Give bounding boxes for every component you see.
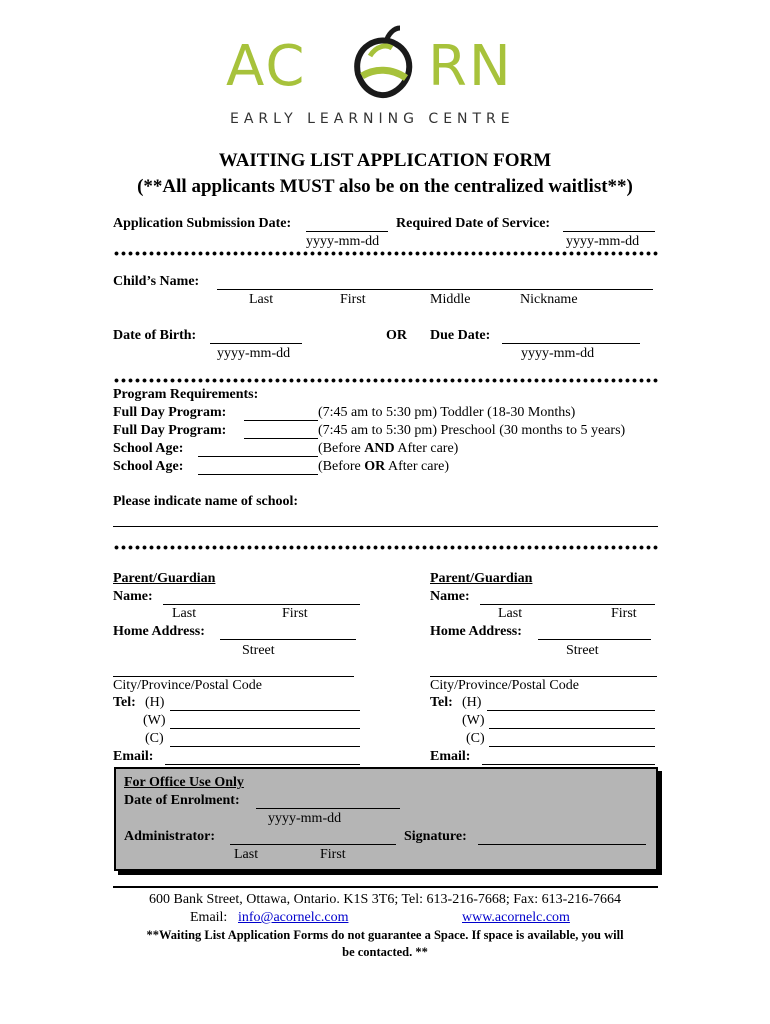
program-row-desc: (Before AND After care) bbox=[318, 441, 459, 456]
due-date-field[interactable] bbox=[502, 343, 640, 344]
program-row-field[interactable] bbox=[244, 438, 318, 439]
footer-website-link[interactable]: www.acornelc.com bbox=[462, 910, 570, 925]
city-hint: City/Province/Postal Code bbox=[430, 678, 579, 693]
program-row-field[interactable] bbox=[198, 474, 318, 475]
child-last-hint: Last bbox=[249, 292, 274, 307]
submission-date-label: Application Submission Date: bbox=[113, 216, 292, 231]
logo-subtitle: EARLY LEARNING CENTRE bbox=[230, 111, 515, 127]
tel-label: Tel: bbox=[113, 695, 136, 710]
footer-address: 600 Bank Street, Ottawa, Ontario. K1S 3T6; Tel: 613-216-7668; Fax: 613-216-7664 bbox=[149, 892, 621, 907]
footer-rule bbox=[113, 886, 658, 888]
footer-note-end: be contacted. ** bbox=[342, 945, 428, 959]
service-date-hint: yyyy-mm-dd bbox=[566, 234, 640, 249]
home-address-label: Home Address: bbox=[430, 624, 522, 639]
tel-label: Tel: bbox=[430, 695, 453, 710]
email-label: Email: bbox=[430, 749, 471, 764]
parent-heading: Parent/Guardian bbox=[430, 571, 533, 586]
child-first-hint: First bbox=[340, 292, 366, 307]
tel-work-field[interactable] bbox=[170, 728, 360, 729]
child-middle-hint: Middle bbox=[430, 292, 471, 307]
office-heading: For Office Use Only bbox=[124, 775, 244, 790]
enrolment-label: Date of Enrolment: bbox=[124, 793, 240, 808]
program-heading: Program Requirements: bbox=[113, 387, 259, 402]
logo-word-left: AC bbox=[226, 34, 307, 99]
enrolment-field[interactable] bbox=[256, 808, 400, 809]
parent-last-hint: Last bbox=[172, 606, 197, 621]
email-label: Email: bbox=[113, 749, 154, 764]
city-field[interactable] bbox=[113, 676, 354, 677]
dob-field[interactable] bbox=[210, 343, 302, 344]
footer-email-label: Email: bbox=[190, 910, 228, 925]
dotted-divider bbox=[113, 251, 658, 256]
due-date-hint: yyyy-mm-dd bbox=[521, 346, 595, 361]
street-hint: Street bbox=[242, 643, 275, 658]
admin-first-hint: First bbox=[320, 847, 346, 862]
signature-field[interactable] bbox=[478, 844, 646, 845]
parent-name-field[interactable] bbox=[480, 604, 655, 605]
dob-hint: yyyy-mm-dd bbox=[217, 346, 291, 361]
program-row-desc: (Before OR After care) bbox=[318, 459, 449, 474]
home-address-label: Home Address: bbox=[113, 624, 205, 639]
program-row-label: School Age: bbox=[113, 459, 184, 474]
home-address-field[interactable] bbox=[220, 639, 356, 640]
parent-first-hint: First bbox=[611, 606, 637, 621]
dotted-divider bbox=[113, 545, 658, 550]
child-name-field[interactable] bbox=[217, 289, 653, 290]
dob-label: Date of Birth: bbox=[113, 328, 197, 343]
email-field[interactable] bbox=[482, 764, 655, 765]
footer-note: **Waiting List Application Forms do not guarantee a Space. If space is available, you will bbox=[146, 928, 624, 942]
office-use-box bbox=[114, 767, 658, 871]
tel-home-label: (H) bbox=[145, 695, 165, 710]
tel-work-field[interactable] bbox=[489, 728, 655, 729]
program-row-label: Full Day Program: bbox=[113, 405, 227, 420]
tel-work-label: (W) bbox=[462, 713, 485, 728]
program-row-label: Full Day Program: bbox=[113, 423, 227, 438]
home-address-field[interactable] bbox=[538, 639, 651, 640]
parent-name-label: Name: bbox=[430, 589, 470, 604]
service-date-field[interactable] bbox=[563, 231, 655, 232]
child-name-label: Child’s Name: bbox=[113, 274, 200, 289]
footer-email-link[interactable]: info@acornelc.com bbox=[238, 910, 349, 925]
tel-cell-label: (C) bbox=[466, 731, 485, 746]
tel-cell-label: (C) bbox=[145, 731, 164, 746]
child-nickname-hint: Nickname bbox=[520, 292, 578, 307]
parent-name-field[interactable] bbox=[163, 604, 360, 605]
program-row-desc: (7:45 am to 5:30 pm) Preschool (30 months to 5 years) bbox=[318, 423, 626, 438]
signature-label: Signature: bbox=[404, 829, 467, 844]
program-row-field[interactable] bbox=[244, 420, 318, 421]
service-date-label: Required Date of Service: bbox=[396, 216, 551, 231]
acorn-icon bbox=[340, 16, 430, 106]
tel-cell-field[interactable] bbox=[489, 746, 655, 747]
parent-name-label: Name: bbox=[113, 589, 153, 604]
submission-date-hint: yyyy-mm-dd bbox=[306, 234, 380, 249]
parent-first-hint: First bbox=[282, 606, 308, 621]
or-label: OR bbox=[386, 328, 407, 343]
admin-last-hint: Last bbox=[234, 847, 259, 862]
tel-home-field[interactable] bbox=[170, 710, 360, 711]
parent-heading: Parent/Guardian bbox=[113, 571, 216, 586]
tel-work-label: (W) bbox=[143, 713, 166, 728]
email-field[interactable] bbox=[165, 764, 360, 765]
form-subtitle: (**All applicants MUST also be on the centralized waitlist**) bbox=[137, 176, 633, 197]
tel-home-label: (H) bbox=[462, 695, 482, 710]
school-field[interactable] bbox=[113, 526, 658, 527]
enrolment-hint: yyyy-mm-dd bbox=[268, 811, 342, 826]
city-hint: City/Province/Postal Code bbox=[113, 678, 262, 693]
street-hint: Street bbox=[566, 643, 599, 658]
form-title: WAITING LIST APPLICATION FORM bbox=[218, 150, 552, 171]
program-row-field[interactable] bbox=[198, 456, 318, 457]
submission-date-field[interactable] bbox=[306, 231, 388, 232]
tel-home-field[interactable] bbox=[487, 710, 655, 711]
logo-word-right: RN bbox=[428, 34, 513, 99]
dotted-divider bbox=[113, 378, 658, 383]
due-date-label: Due Date: bbox=[430, 328, 491, 343]
administrator-field[interactable] bbox=[230, 844, 396, 845]
city-field[interactable] bbox=[430, 676, 657, 677]
administrator-label: Administrator: bbox=[124, 829, 215, 844]
tel-cell-field[interactable] bbox=[170, 746, 360, 747]
program-row-desc: (7:45 am to 5:30 pm) Toddler (18-30 Months) bbox=[318, 405, 576, 420]
school-label: Please indicate name of school: bbox=[113, 494, 299, 509]
program-row-label: School Age: bbox=[113, 441, 184, 456]
parent-last-hint: Last bbox=[498, 606, 523, 621]
